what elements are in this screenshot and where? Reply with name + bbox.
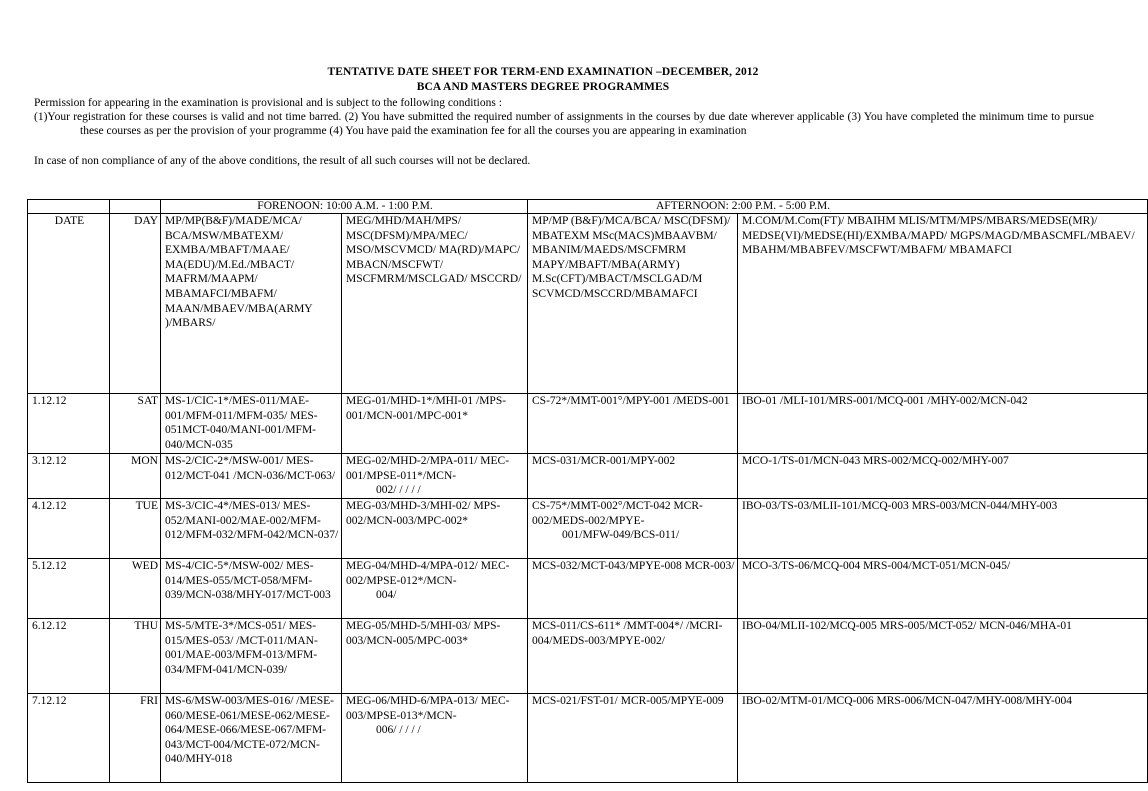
row-afternoon-2: IBO-04/MLII-102/MCQ-005 MRS-005/MCT-052/ MCN-046/MHA-01	[738, 619, 1148, 694]
row-date: 1.12.12	[28, 394, 110, 454]
table-row	[28, 619, 1148, 694]
row-afternoon-1: MCS-021/FST-01/ MCR-005/MPYE-009	[528, 694, 738, 783]
row-forenoon-1: MS-1/CIC-1*/MES-011/MAE-001/MFM-011/MFM-035/ MES-051MCT-040/MANI-001/MFM-040/MCN-035	[161, 394, 342, 454]
row-forenoon-2-cont: 002/ / / / /	[376, 484, 421, 497]
date-sheet-table	[27, 199, 1148, 783]
row-date: 7.12.12	[28, 694, 110, 783]
table-row	[28, 394, 1148, 454]
afternoon-programmes-2: M.COM/M.Com(FT)/ MBAIHM MLIS/MTM/MPS/MBARS/MEDSE(MR)/ MEDSE(VI)/MEDSE(HI)/EXMBA/MAPD/ MGPS/MAGD/MBASCMFL/MBAEV/ MBAHM/MBABFEV/MSCFWT/MBAFM/ MBAMAFCI	[738, 214, 1148, 394]
row-day: MON	[110, 454, 161, 499]
row-forenoon-1: MS-4/CIC-5*/MSW-002/ MES-014/MES-055/MCT-058/MFM-039/MCN-038/MHY-017/MCT-003	[161, 559, 342, 619]
row-forenoon-2	[342, 694, 528, 783]
row-afternoon-2: IBO-02/MTM-01/MCQ-006 MRS-006/MCN-047/MHY-008/MHY-004	[738, 694, 1148, 783]
row-afternoon-1: MCS-011/CS-611* /MMT-004*/ /MCRI-004/MEDS-003/MPYE-002/	[528, 619, 738, 694]
session-header-row	[28, 200, 1148, 214]
table-row	[28, 454, 1148, 499]
row-afternoon-1	[528, 499, 738, 559]
row-afternoon-2: IBO-03/TS-03/MLII-101/MCQ-003 MRS-003/MCN-044/MHY-003	[738, 499, 1148, 559]
row-afternoon-2: IBO-01 /MLI-101/MRS-001/MCQ-001 /MHY-002/MCN-042	[738, 394, 1148, 454]
row-forenoon-2-text: MEG-06/MHD-6/MPA-013/ MEC-003/MPSE-013*/MCN-	[346, 695, 510, 722]
forenoon-programmes-1: MP/MP(B&F)/MADE/MCA/ BCA/MSW/MBATEXM/ EXMBA/MBAFT/MAAE/ MA(EDU)/M.Ed./MBACT/ MAFRM/MAAPM/ MBAMAFCI/MBAFM/ MAAN/MBAEV/MBA(ARMY )/MBARS/	[161, 214, 342, 394]
table-row	[28, 499, 1148, 559]
date-header: DATE	[28, 214, 110, 394]
forenoon-programmes-2: MEG/MHD/MAH/MPS/ MSC(DFSM)/MPA/MEC/ MSO/MSCVMCD/ MA(RD)/MAPC/ MBACN/MSCFWT/ MSCFMRM/MSCLGAD/ MSCCRD/	[342, 214, 528, 394]
column-header-row	[28, 214, 1148, 394]
row-forenoon-2: MEG-05/MHD-5/MHI-03/ MPS-003/MCN-005/MPC-003*	[342, 619, 528, 694]
row-forenoon-2-text: MEG-02/MHD-2/MPA-011/ MEC-001/MPSE-011*/MCN-	[346, 455, 510, 482]
row-forenoon-2: MEG-01/MHD-1*/MHI-01 /MPS-001/MCN-001/MPC-001*	[342, 394, 528, 454]
blank-day-cell	[110, 200, 161, 214]
row-date: 5.12.12	[28, 559, 110, 619]
row-forenoon-1: MS-3/CIC-4*/MES-013/ MES-052/MANI-002/MAE-002/MFM-012/MFM-032/MFM-042/MCN-037/	[161, 499, 342, 559]
row-forenoon-2-cont: 004/	[376, 589, 397, 602]
table-row	[28, 694, 1148, 783]
row-date: 3.12.12	[28, 454, 110, 499]
row-afternoon-2: MCO-1/TS-01/MCN-043 MRS-002/MCQ-002/MHY-007	[738, 454, 1148, 499]
row-day: THU	[110, 619, 161, 694]
conditions-text: (1)Your registration for these courses is valid and not time barred. (2) You have submitted the required number of assignments in the courses by due date wherever applicable (3) You have completed the minimum time to pursue these courses as per the provision of your programme (4) You have paid the examination fee for all the courses you are appearing in examination	[34, 111, 1094, 137]
afternoon-programmes-1: MP/MP (B&F)/MCA/BCA/ MSC(DFSM)/ MBATEXM MSc(MACS)MBAAVBM/ MBANIM/MAEDS/MSCFMRM MAPY/MBAFT/MBA(ARMY) M.Sc(CFT)/MBACT/MSCLGAD/M SCVMCD/MSCCRD/MBAMAFCI	[528, 214, 738, 394]
noncompliance-note: In case of non compliance of any of the above conditions, the result of all such courses will not be declared.	[34, 155, 531, 167]
row-forenoon-1: MS-6/MSW-003/MES-016/ /MESE-060/MESE-061/MESE-062/MESE-064/MESE-066/MESE-067/MFM-043/MCT-004/MCTE-072/MCN-040/MHY-018	[161, 694, 342, 783]
table-row	[28, 559, 1148, 619]
row-forenoon-2-text: MEG-04/MHD-4/MPA-012/ MEC-002/MPSE-012*/MCN-	[346, 560, 510, 587]
row-forenoon-1: MS-5/MTE-3*/MCS-051/ MES-015/MES-053/ /MCT-011/MAN-001/MAE-003/MFM-013/MFM-034/MFM-041/MCN-039/	[161, 619, 342, 694]
row-afternoon-1-text: CS-75*/MMT-002°/MCT-042 MCR-002/MEDS-002/MPYE-	[532, 500, 703, 527]
row-date: 4.12.12	[28, 499, 110, 559]
row-forenoon-1: MS-2/CIC-2*/MSW-001/ MES-012/MCT-041 /MCN-036/MCT-063/	[161, 454, 342, 499]
row-afternoon-1-cont: 001/MFW-049/BCS-011/	[562, 529, 680, 542]
row-day: WED	[110, 559, 161, 619]
row-forenoon-2	[342, 454, 528, 499]
row-forenoon-2: MEG-03/MHD-3/MHI-02/ MPS-002/MCN-003/MPC-002*	[342, 499, 528, 559]
conditions-note	[34, 110, 1094, 138]
row-forenoon-2	[342, 559, 528, 619]
row-afternoon-1: MCS-031/MCR-001/MPY-002	[528, 454, 738, 499]
permission-note: Permission for appearing in the examination is provisional and is subject to the following conditions :	[34, 97, 502, 109]
blank-date-cell	[28, 200, 110, 214]
page-title: TENTATIVE DATE SHEET FOR TERM-END EXAMINATION –DECEMBER, 2012	[327, 66, 759, 78]
page-subtitle: BCA AND MASTERS DEGREE PROGRAMMES	[416, 81, 670, 93]
row-day: SAT	[110, 394, 161, 454]
row-afternoon-2: MCO-3/TS-06/MCQ-004 MRS-004/MCT-051/MCN-045/	[738, 559, 1148, 619]
row-day: TUE	[110, 499, 161, 559]
row-afternoon-1: MCS-032/MCT-043/MPYE-008 MCR-003/	[528, 559, 738, 619]
afternoon-header: AFTERNOON: 2:00 P.M. - 5:00 P.M.	[528, 200, 1148, 214]
day-header: DAY	[110, 214, 161, 394]
forenoon-header: FORENOON: 10:00 A.M. - 1:00 P.M.	[161, 200, 528, 214]
row-date: 6.12.12	[28, 619, 110, 694]
row-day: FRI	[110, 694, 161, 783]
row-afternoon-1: CS-72*/MMT-001°/MPY-001 /MEDS-001	[528, 394, 738, 454]
row-forenoon-2-cont: 006/ / / / /	[376, 724, 421, 737]
